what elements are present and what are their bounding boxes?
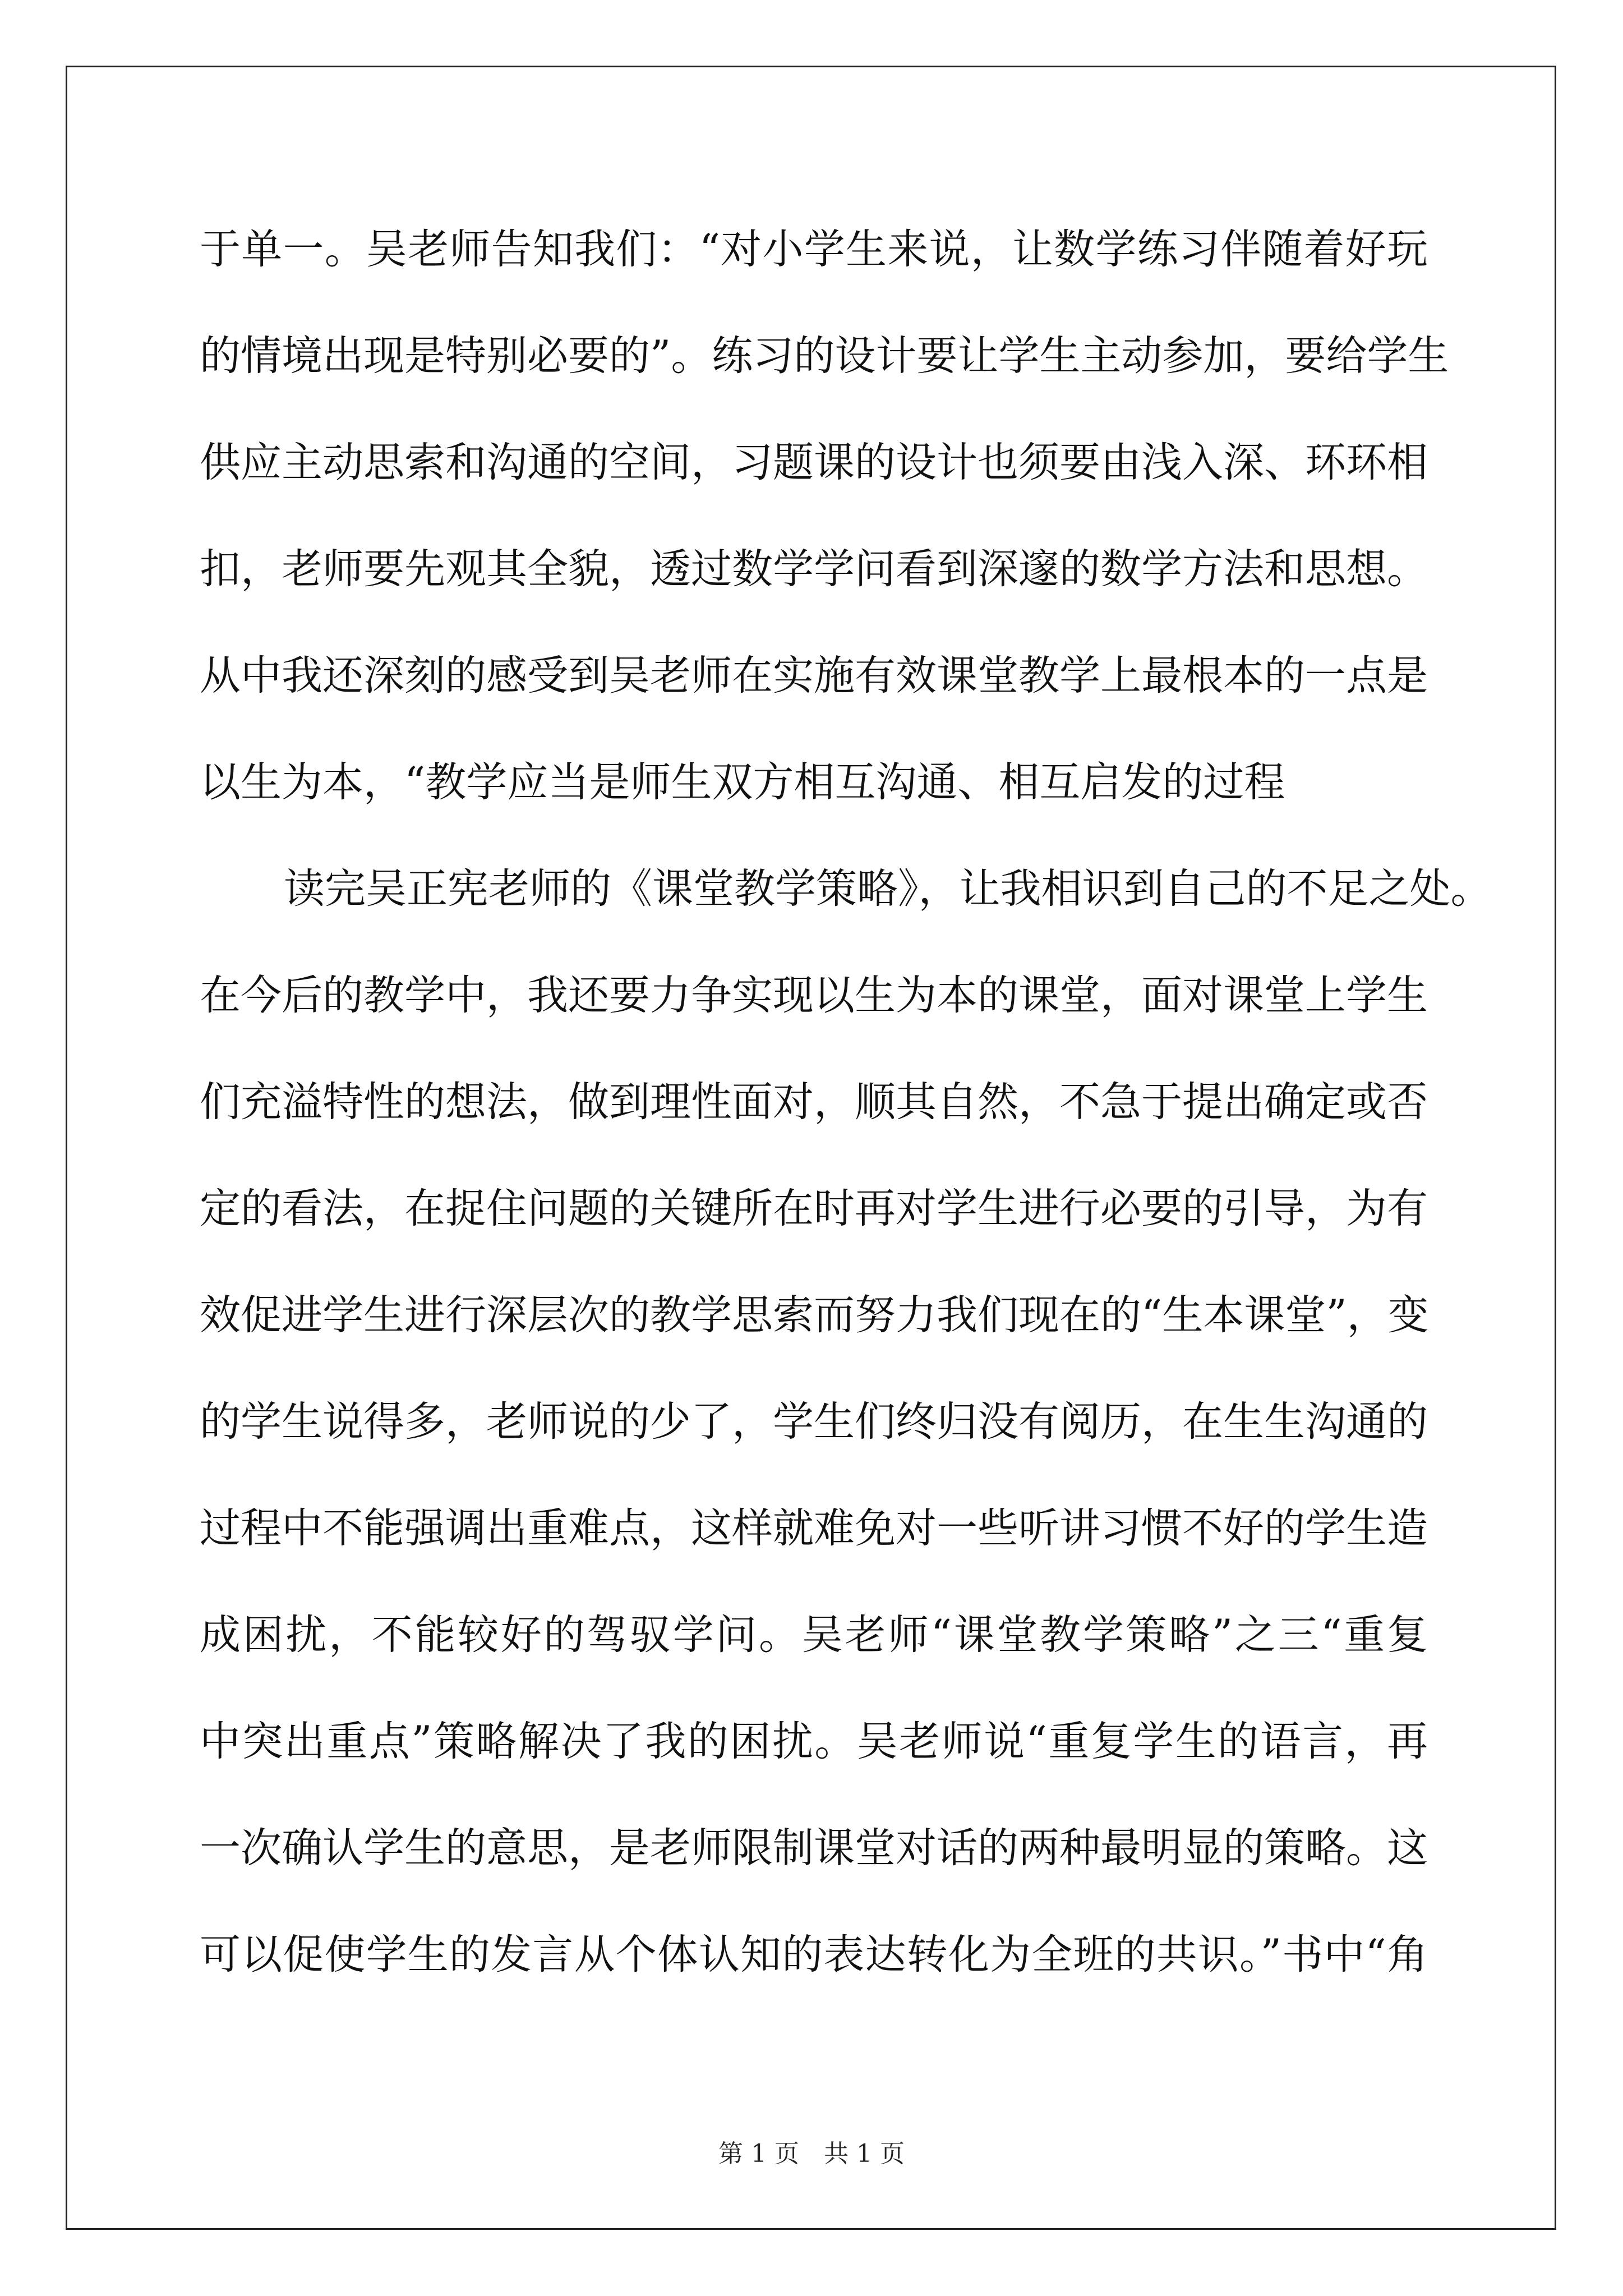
page-number-footer: 第 1 页 共 1 页 — [718, 2139, 905, 2168]
text-line: 中突出重点”策略解决了我的困扰。吴老师说“重复学生的语言，再 — [200, 1718, 1428, 1765]
page-border — [66, 66, 1556, 2230]
text-line: 从中我还深刻的感受到吴老师在实施有效课堂教学上最根本的一点是 — [200, 652, 1428, 700]
text-line: 可以促使学生的发言从个体认知的表达转化为全班的共识。”书中“角 — [200, 1931, 1428, 1978]
text-line: 供应主动思索和沟通的空间，习题课的设计也须要由浅入深、环环相 — [200, 439, 1428, 486]
text-line: 以生为本，“教学应当是师生双方相互沟通、相互启发的过程 — [200, 758, 1285, 806]
text-line: 一次确认学生的意思，是老师限制课堂对话的两种最明显的策略。这 — [200, 1824, 1428, 1872]
text-line: 在今后的教学中，我还要力争实现以生为本的课堂，面对课堂上学生 — [200, 972, 1428, 1019]
text-line: 成困扰，不能较好的驾驭学问。吴老师“课堂教学策略”之三“重复 — [200, 1611, 1428, 1659]
text-line: 效促进学生进行深层次的教学思索而努力我们现在的“生本课堂”，变 — [200, 1291, 1429, 1339]
text-line: 读完吴正宪老师的《课堂教学策略》，让我相识到自己的不足之处。 — [284, 865, 1492, 913]
text-line: 定的看法，在捉住问题的关键所在时再对学生进行必要的引导，为有 — [200, 1185, 1428, 1232]
text-line: 于单一。吴老师告知我们：“对小学生来说，让数学练习伴随着好玩 — [200, 226, 1428, 273]
text-line: 过程中不能强调出重难点，这样就难免对一些听讲习惯不好的学生造 — [200, 1504, 1428, 1552]
text-line: 的学生说得多，老师说的少了，学生们终归没有阅历，在生生沟通的 — [200, 1398, 1428, 1446]
text-line: 的情境出现是特别必要的”。练习的设计要让学生主动参加，要给学生 — [200, 332, 1449, 380]
text-line: 们充溢特性的想法，做到理性面对，顺其自然，不急于提出确定或否 — [200, 1078, 1428, 1126]
text-line: 扣，老师要先观其全貌，透过数学学问看到深邃的数学方法和思想。 — [200, 545, 1428, 593]
